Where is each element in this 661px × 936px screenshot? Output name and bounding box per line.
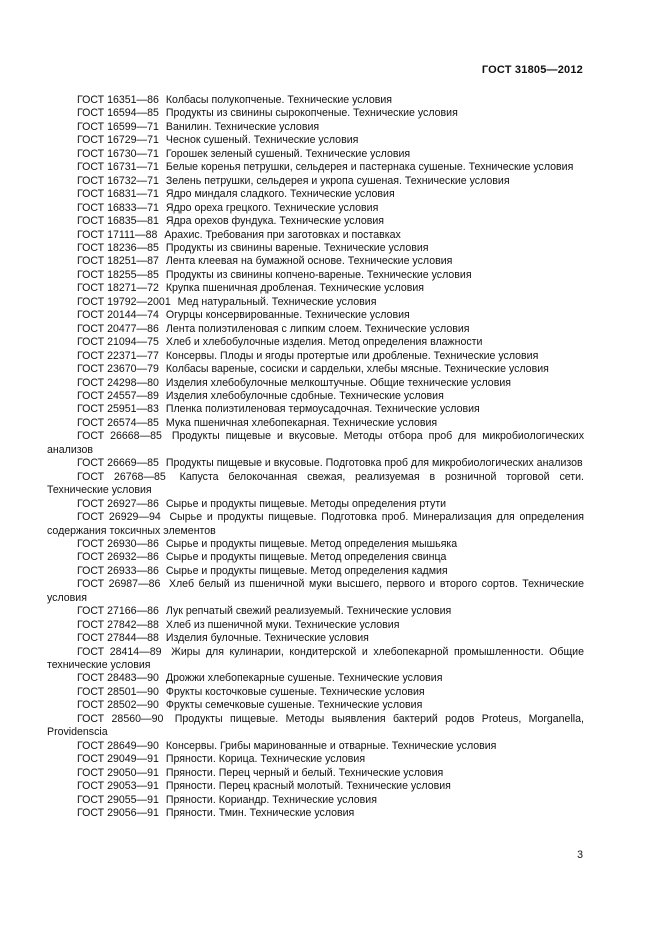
reference-entry bbox=[47, 699, 584, 712]
standard-code: ГОСТ 18255—85 bbox=[77, 268, 159, 281]
standard-code: ГОСТ 28502—90 bbox=[77, 699, 159, 712]
standard-code: ГОСТ 18271—72 bbox=[77, 282, 159, 295]
standard-code: ГОСТ 25951—83 bbox=[77, 403, 159, 416]
reference-entry bbox=[47, 794, 584, 807]
reference-entry bbox=[47, 672, 584, 685]
standard-title: Фрукты семечковые сушеные. Технические условия bbox=[165, 699, 423, 712]
standard-title: Консервы. Грибы маринованные и отварные. Технические условия bbox=[165, 739, 497, 752]
standard-title: Пряности. Перец красный молотый. Технические условия bbox=[165, 780, 451, 793]
reference-entry bbox=[47, 713, 584, 740]
reference-entry bbox=[47, 363, 584, 376]
standard-title: Чеснок сушеный. Технические условия bbox=[165, 134, 359, 147]
standard-code: ГОСТ 28649—90 bbox=[77, 739, 159, 752]
reference-entry bbox=[47, 309, 584, 322]
standard-code: ГОСТ 23670—79 bbox=[77, 363, 159, 376]
standard-title: Сырье и продукты пищевые. Метод определения мышьяка bbox=[165, 537, 458, 550]
standard-title: Продукты пищевые. Методы выявления бактерий родов Proteus, Morganella, Providenscia bbox=[47, 712, 584, 739]
standard-code: ГОСТ 16731—71 bbox=[77, 161, 159, 174]
reference-entry bbox=[47, 498, 584, 511]
reference-entry bbox=[47, 134, 584, 147]
standard-code: ГОСТ 28560—90 bbox=[77, 712, 164, 725]
reference-entry bbox=[47, 686, 584, 699]
page-number: 3 bbox=[577, 849, 583, 861]
reference-entry bbox=[47, 565, 584, 578]
standard-title: Ванилин. Технические условия bbox=[165, 120, 320, 133]
standard-title: Капуста белокочанная свежая, реализуемая в розничной торговой сети. Технические условия bbox=[47, 470, 584, 497]
reference-entry bbox=[47, 202, 584, 215]
standard-code: ГОСТ 18251—87 bbox=[77, 255, 159, 268]
standard-code: ГОСТ 16594—85 bbox=[77, 107, 159, 120]
standard-code: ГОСТ 28483—90 bbox=[77, 672, 159, 685]
reference-entry bbox=[47, 619, 584, 632]
reference-entry bbox=[47, 296, 584, 309]
standard-code: ГОСТ 16599—71 bbox=[77, 120, 159, 133]
reference-entry bbox=[47, 632, 584, 645]
standard-title: Продукты из свинины сырокопченые. Технические условия bbox=[165, 107, 458, 120]
standard-title: Лента полиэтиленовая с липким слоем. Технические условия bbox=[165, 322, 470, 335]
standard-title: Сырье и продукты пищевые. Методы определения ртути bbox=[165, 497, 447, 510]
standard-title: Пряности. Тмин. Технические условия bbox=[165, 807, 355, 820]
standard-code: ГОСТ 24557—89 bbox=[77, 389, 159, 402]
standard-title: Лук репчатый свежий реализуемый. Технические условия bbox=[165, 605, 452, 618]
standard-title: Ядра орехов фундука. Технические условия bbox=[165, 215, 385, 228]
standard-code: ГОСТ 26930—86 bbox=[77, 537, 159, 550]
standard-code: ГОСТ 18236—85 bbox=[77, 241, 159, 254]
standard-code: ГОСТ 26669—85 bbox=[77, 457, 159, 470]
standard-code: ГОСТ 29049—91 bbox=[77, 753, 159, 766]
reference-entry bbox=[47, 457, 584, 470]
standard-code: ГОСТ 20144—74 bbox=[77, 309, 159, 322]
standard-code: ГОСТ 28414—89 bbox=[77, 645, 162, 658]
standard-title: Зелень петрушки, сельдерея и укропа сушеная. Технические условия bbox=[165, 174, 510, 187]
standard-title: Изделия булочные. Технические условия bbox=[165, 632, 369, 645]
standard-code: ГОСТ 16833—71 bbox=[77, 201, 159, 214]
reference-entry bbox=[47, 538, 584, 551]
reference-entry bbox=[47, 511, 584, 538]
standard-title: Арахис. Требования при заготовках и поставках bbox=[164, 228, 401, 241]
standard-title: Пряности. Перец черный и белый. Технические условия bbox=[165, 766, 444, 779]
standard-code: ГОСТ 27844—88 bbox=[77, 632, 159, 645]
standard-title: Консервы. Плоды и ягоды протертые или дробленые. Технические условия bbox=[165, 349, 539, 362]
standard-title: Ядро миндаля сладкого. Технические условия bbox=[165, 188, 395, 201]
reference-entry bbox=[47, 255, 584, 268]
standard-code: ГОСТ 20477—86 bbox=[77, 322, 159, 335]
standard-title: Продукты из свинины вареные. Технические условия bbox=[165, 241, 429, 254]
standard-title: Хлеб из пшеничной муки. Технические условия bbox=[165, 618, 400, 631]
reference-entry bbox=[47, 175, 584, 188]
standard-code: ГОСТ 28501—90 bbox=[77, 685, 159, 698]
standard-code: ГОСТ 16730—71 bbox=[77, 147, 159, 160]
standard-code: ГОСТ 26987—86 bbox=[77, 578, 161, 591]
standard-title: Огурцы консервированные. Технические условия bbox=[165, 309, 410, 322]
reference-entry bbox=[47, 767, 584, 780]
standard-code: ГОСТ 21094—75 bbox=[77, 336, 159, 349]
reference-entry bbox=[47, 215, 584, 228]
reference-entry bbox=[47, 605, 584, 618]
standard-title: Колбасы вареные, сосиски и сардельки, хлебы мясные. Технические условия bbox=[165, 363, 549, 376]
reference-entry bbox=[47, 161, 584, 174]
reference-entry bbox=[47, 551, 584, 564]
standard-code: ГОСТ 26574—85 bbox=[77, 416, 159, 429]
standard-title: Продукты из свинины копчено-вареные. Технические условия bbox=[165, 268, 472, 281]
reference-entry bbox=[47, 269, 584, 282]
standard-title: Пряности. Корица. Технические условия bbox=[165, 753, 366, 766]
standard-title: Дрожжи хлебопекарные сушеные. Технические условия bbox=[165, 672, 443, 685]
standard-title: Крупка пшеничная дробленая. Технические условия bbox=[165, 282, 425, 295]
reference-entry bbox=[47, 646, 584, 673]
reference-entry bbox=[47, 94, 584, 107]
reference-entry bbox=[47, 282, 584, 295]
standard-title: Горошек зеленый сушеный. Технические условия bbox=[165, 147, 411, 160]
standard-title: Фрукты косточковые сушеные. Технические условия bbox=[165, 685, 425, 698]
standard-title: Ядро ореха грецкого. Технические условия bbox=[165, 201, 379, 214]
standard-code: ГОСТ 29056—91 bbox=[77, 807, 159, 820]
standard-title: Пленка полиэтиленовая термоусадочная. Технические условия bbox=[165, 403, 480, 416]
reference-entry bbox=[47, 336, 584, 349]
reference-entry bbox=[47, 121, 584, 134]
reference-entry bbox=[47, 578, 584, 605]
standard-title: Сырье и продукты пищевые. Подготовка проб. Минерализация для определения содержания токсичных элементов bbox=[47, 511, 584, 537]
standard-title: Белые коренья петрушки, сельдерея и пастернака сушеные. Технические условия bbox=[165, 161, 574, 174]
reference-entry bbox=[47, 471, 584, 498]
standard-code: ГОСТ 16732—71 bbox=[77, 174, 159, 187]
standard-title: Хлеб и хлебобулочные изделия. Метод определения влажности bbox=[165, 336, 483, 349]
reference-entry bbox=[47, 403, 584, 416]
standard-code: ГОСТ 16351—86 bbox=[77, 94, 159, 106]
standard-code: ГОСТ 16831—71 bbox=[77, 188, 159, 201]
reference-entry bbox=[47, 323, 584, 336]
standard-code: ГОСТ 26932—86 bbox=[77, 551, 159, 564]
standard-title: Продукты пищевые и вкусовые. Подготовка проб для микробиологических анализов bbox=[165, 457, 583, 470]
standard-title: Мука пшеничная хлебопекарная. Технические условия bbox=[165, 416, 438, 429]
standard-title: Колбасы полукопченые. Технические условия bbox=[165, 94, 393, 106]
standard-title: Мед натуральный. Технические условия bbox=[177, 295, 377, 308]
standard-title: Изделия хлебобулочные мелкоштучные. Общие технические условия bbox=[165, 376, 511, 389]
standard-code: ГОСТ 19792—2001 bbox=[77, 295, 171, 308]
reference-entry bbox=[47, 753, 584, 766]
standard-title: Лента клеевая на бумажной основе. Технические условия bbox=[165, 255, 453, 268]
reference-entry bbox=[47, 350, 584, 363]
standard-code: ГОСТ 26933—86 bbox=[77, 564, 159, 577]
standard-code: ГОСТ 22371—77 bbox=[77, 349, 159, 362]
reference-entry bbox=[47, 807, 584, 820]
standard-code: ГОСТ 29055—91 bbox=[77, 793, 159, 806]
standard-title: Пряности. Кориандр. Технические условия bbox=[165, 793, 377, 806]
reference-entry bbox=[47, 242, 584, 255]
document-code-header: ГОСТ 31805—2012 bbox=[481, 64, 583, 76]
standard-code: ГОСТ 26668—85 bbox=[77, 430, 162, 443]
reference-entry bbox=[47, 148, 584, 161]
reference-entry bbox=[47, 377, 584, 390]
standard-code: ГОСТ 16835—81 bbox=[77, 215, 159, 228]
reference-entry bbox=[47, 417, 584, 430]
standard-code: ГОСТ 26927—86 bbox=[77, 497, 159, 510]
reference-entry bbox=[47, 740, 584, 753]
reference-entry bbox=[47, 430, 584, 457]
standard-code: ГОСТ 26929—94 bbox=[77, 511, 161, 524]
standard-title: Сырье и продукты пищевые. Метод определения свинца bbox=[165, 551, 447, 564]
standard-title: Изделия хлебобулочные сдобные. Технические условия bbox=[165, 389, 444, 402]
reference-entry bbox=[47, 390, 584, 403]
standard-code: ГОСТ 27166—86 bbox=[77, 605, 159, 618]
standard-code: ГОСТ 16729—71 bbox=[77, 134, 159, 147]
standard-code: ГОСТ 27842—88 bbox=[77, 618, 159, 631]
standard-code: ГОСТ 26768—85 bbox=[77, 470, 166, 483]
standard-code: ГОСТ 29053—91 bbox=[77, 780, 159, 793]
standard-title: Сырье и продукты пищевые. Метод определения кадмия bbox=[165, 564, 448, 577]
reference-entry bbox=[47, 229, 584, 242]
standard-code: ГОСТ 29050—91 bbox=[77, 766, 159, 779]
standard-code: ГОСТ 17111—88 bbox=[77, 228, 158, 241]
standard-title: Хлеб белый из пшеничной муки высшего, первого и второго сортов. Технические условия bbox=[47, 578, 584, 604]
standard-title: Продукты пищевые и вкусовые. Методы отбора проб для микробиологических анализов bbox=[47, 430, 584, 456]
standard-code: ГОСТ 24298—80 bbox=[77, 376, 159, 389]
reference-entry bbox=[47, 107, 584, 120]
reference-entry bbox=[47, 188, 584, 201]
reference-entry bbox=[47, 780, 584, 793]
normative-references-list bbox=[47, 94, 584, 820]
standard-title: Жиры для кулинарии, кондитерской и хлебопекарной промышленности. Общие технические условия bbox=[47, 645, 584, 672]
